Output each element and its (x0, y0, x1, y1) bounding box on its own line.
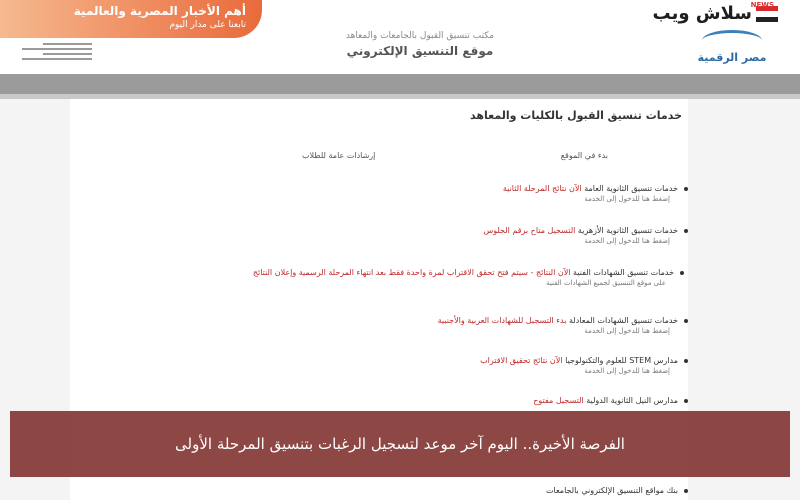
ministry-logo (22, 40, 92, 68)
news-banner-title: أهم الأخبار المصرية والعالمية (73, 4, 246, 18)
brand-news-label: NEWS (750, 1, 774, 9)
service-item[interactable]: بنك مواقع التنسيق الإلكتروني بالجامعات (88, 485, 688, 496)
article-caption[interactable] (10, 411, 790, 477)
service-item[interactable]: خدمات تنسيق الثانوية العامة الآن نتائج المرحلة الثانية إضغط هنا للدخول إلى الخدمة (88, 183, 688, 204)
guidelines-link[interactable]: إرشادات عامة للطلاب (302, 151, 376, 160)
site-title-line2: موقع التنسيق الإلكتروني (346, 44, 494, 58)
news-banner[interactable] (0, 0, 262, 38)
masr-digital-logo (696, 30, 768, 72)
news-banner-subtitle: تابعنا على مدار اليوم (169, 20, 246, 30)
breadcrumb[interactable]: بدء في الموقع (560, 151, 608, 160)
service-item[interactable]: خدمات تنسيق الشهادات المعادلة بدء التسجيل للشهادات العربية والأجنبية إضغط هنا للدخول إلى الخدمة (88, 315, 688, 336)
services-heading: خدمات تنسيق القبول بالكليات والمعاهد (470, 109, 682, 122)
service-item[interactable]: خدمات تنسيق الثانوية الأزهرية التسجيل متاح برقم الجلوس إضغط هنا للدخول إلى الخدمة (88, 225, 688, 246)
site-title-line1: مكتب تنسيق القبول بالجامعات والمعاهد (345, 31, 495, 41)
brand-name: سلاش ويب (652, 3, 752, 24)
service-item[interactable]: خدمات تنسيق الشهادات الفنية الآن النتائج - سيتم فتح تحقق الاقتراب لمرة واحدة فقط بعد انتهاء المرحلة الرسمية وإعلان النتائج على موقع التنسيق لجميع الشهادات الفنية (84, 267, 684, 288)
masr-digital-text: مصر الرقمية (697, 51, 767, 64)
arc-icon (702, 30, 762, 51)
site-title (320, 30, 520, 60)
article-caption-text: الفرصة الأخيرة.. اليوم آخر موعد لتسجيل الرغبات بتنسيق المرحلة الأولى (175, 435, 625, 453)
service-item[interactable]: مدارس النيل الثانوية الدولية التسجيل مفتوح (88, 395, 688, 406)
nav-bar (0, 74, 800, 94)
header (0, 0, 800, 72)
brand-logo[interactable] (628, 2, 778, 28)
service-item[interactable]: مدارس STEM للعلوم والتكنولوجيا الآن نتائج تحقيق الاقتراب إضغط هنا للدخول إلى الخدمة (88, 355, 688, 376)
